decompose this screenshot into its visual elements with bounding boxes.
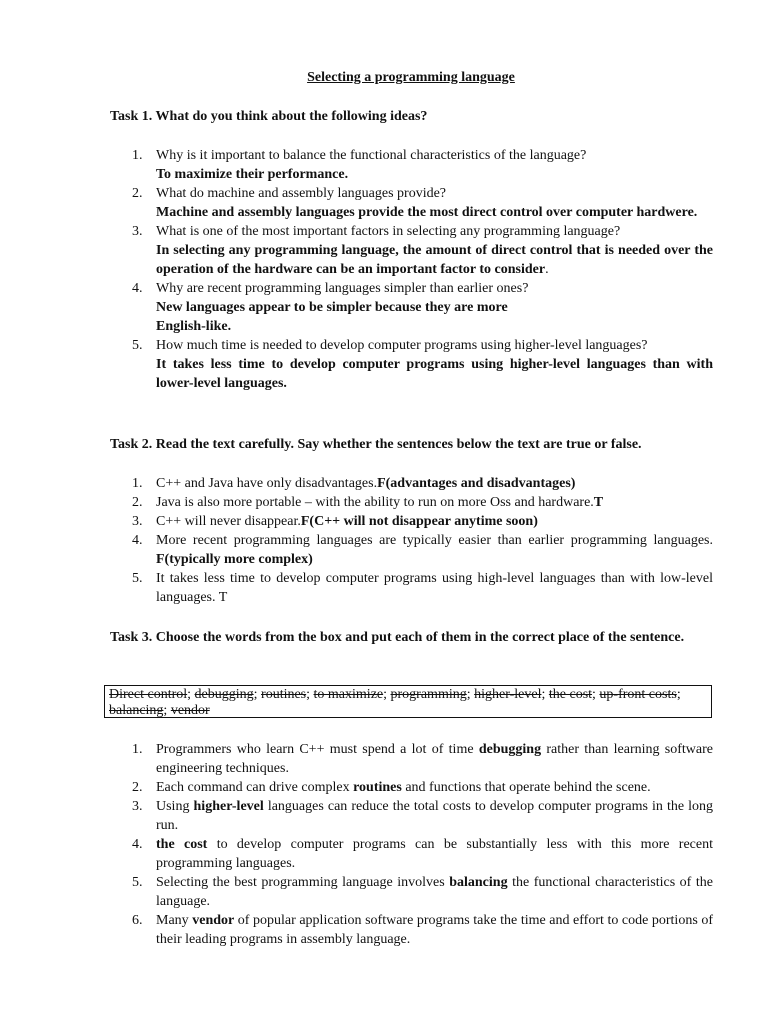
task2-heading: Task 2. Read the text carefully. Say whether the sentences below the text are true or false.: [110, 437, 642, 452]
task2-item: 4. More recent programming languages are typically easier than earlier programming languages. F(typically more complex): [132, 533, 713, 567]
task3-item: 2. Each command can drive complex routines and functions that operate behind the scene.: [132, 780, 651, 795]
answer-text: Machine and assembly languages provide the most direct control over computer hardwere.: [156, 205, 698, 220]
task3-list: [110, 740, 713, 949]
tf-answer: F(advantages and disadvantages): [377, 476, 576, 491]
word-item: balancing: [109, 703, 164, 718]
word-item: programming: [390, 687, 467, 702]
task3-item: 4. the cost to develop computer programs can be substantially less with this more recent programming languages.: [132, 837, 713, 871]
answer-text: English-like.: [156, 319, 232, 334]
question-text: What do machine and assembly languages provide?: [156, 186, 447, 201]
task3-item: 5. Selecting the best programming language involves balancing the functional characteristics of the language.: [132, 875, 713, 909]
word-item: up-front costs: [599, 687, 677, 702]
answer-text: In selecting any programming language, the amount of direct control that is needed over the operation of the hardware can be an important factor to consider: [156, 243, 713, 277]
task2-list: [110, 474, 713, 607]
task3-item: 1. Programmers who learn C++ must spend a lot of time debugging rather than learning software engineering techniques.: [132, 742, 713, 776]
filled-word: higher-level: [193, 799, 264, 814]
filled-word: balancing: [449, 875, 508, 890]
word-item: higher-level: [474, 687, 542, 702]
word-item: to maximize: [313, 687, 384, 702]
question-text: Why are recent programming languages simpler than earlier ones?: [156, 281, 529, 296]
task3-heading: Task 3. Choose the words from the box and put each of them in the correct place of the sentence.: [110, 630, 685, 645]
question-text: Why is it important to balance the functional characteristics of the language?: [156, 148, 587, 163]
filled-word: the cost: [156, 837, 208, 852]
question-text: How much time is needed to develop computer programs using higher-level languages?: [156, 338, 648, 353]
tf-answer: T: [593, 495, 604, 510]
word-item: vendor: [170, 703, 210, 718]
tf-answer: F(C++ will not disappear anytime soon): [300, 514, 538, 529]
task3-item: 3. Using higher-level languages can reduce the total costs to develop computer programs in the long run.: [132, 799, 713, 833]
task2-item: 2. Java is also more portable – with the ability to run on more Oss and hardware.T: [132, 495, 604, 510]
task1-item: 2. What do machine and assembly languages provide? Machine and assembly languages provide the most direct control over computer hardwere.: [132, 186, 698, 220]
task1-item: 3. What is one of the most important factors in selecting any programming language? In selecting any programming language, the amount of direct control that is needed over the operation of the hardware can be an important factor to consider.: [132, 224, 713, 277]
task1-item: 4. Why are recent programming languages simpler than earlier ones? New languages appear to be simpler because they are more English-like.: [132, 281, 529, 334]
word-item: debugging: [194, 687, 254, 702]
tf-answer: F(typically more complex): [156, 552, 313, 567]
task1-list: [110, 146, 713, 393]
task2-item: 5. It takes less time to develop computer programs using high-level languages than with low-level languages. T: [132, 571, 713, 605]
task3-item: 6. Many vendor of popular application software programs take the time and effort to code portions of their leading programs in assembly language.: [132, 913, 713, 947]
answer-text: It takes less time to develop computer programs using higher-level languages than with lower-level languages.: [156, 357, 713, 391]
question-text: What is one of the most important factors in selecting any programming language?: [156, 224, 621, 239]
task2-item: 1. C++ and Java have only disadvantages.F(advantages and disadvantages): [132, 476, 576, 491]
task1-item: 5. How much time is needed to develop computer programs using higher-level languages? It takes less time to develop computer programs using higher-level languages than with lower-level languages.: [132, 338, 713, 391]
task1-heading: Task 1. What do you think about the following ideas?: [110, 109, 428, 124]
task2-item: 3. C++ will never disappear.F(C++ will not disappear anytime soon): [132, 514, 538, 529]
answer-text: New languages appear to be simpler because they are more: [156, 300, 508, 315]
task1-item: 1. Why is it important to balance the functional characteristics of the language? To maximize their performance.: [132, 148, 587, 182]
word-box: Direct control; debugging; routines; to maximize; programming; higher-level; the cost; up-front costs; balancing; vendor: [104, 685, 712, 718]
page-title: Selecting a programming language: [307, 70, 515, 85]
word-item: the cost: [548, 687, 593, 702]
answer-text: To maximize their performance.: [156, 167, 349, 182]
filled-word: debugging: [478, 742, 542, 757]
word-item: routines: [261, 687, 307, 702]
word-item: Direct control: [109, 687, 188, 702]
filled-word: routines: [353, 780, 402, 795]
filled-word: vendor: [192, 913, 235, 928]
